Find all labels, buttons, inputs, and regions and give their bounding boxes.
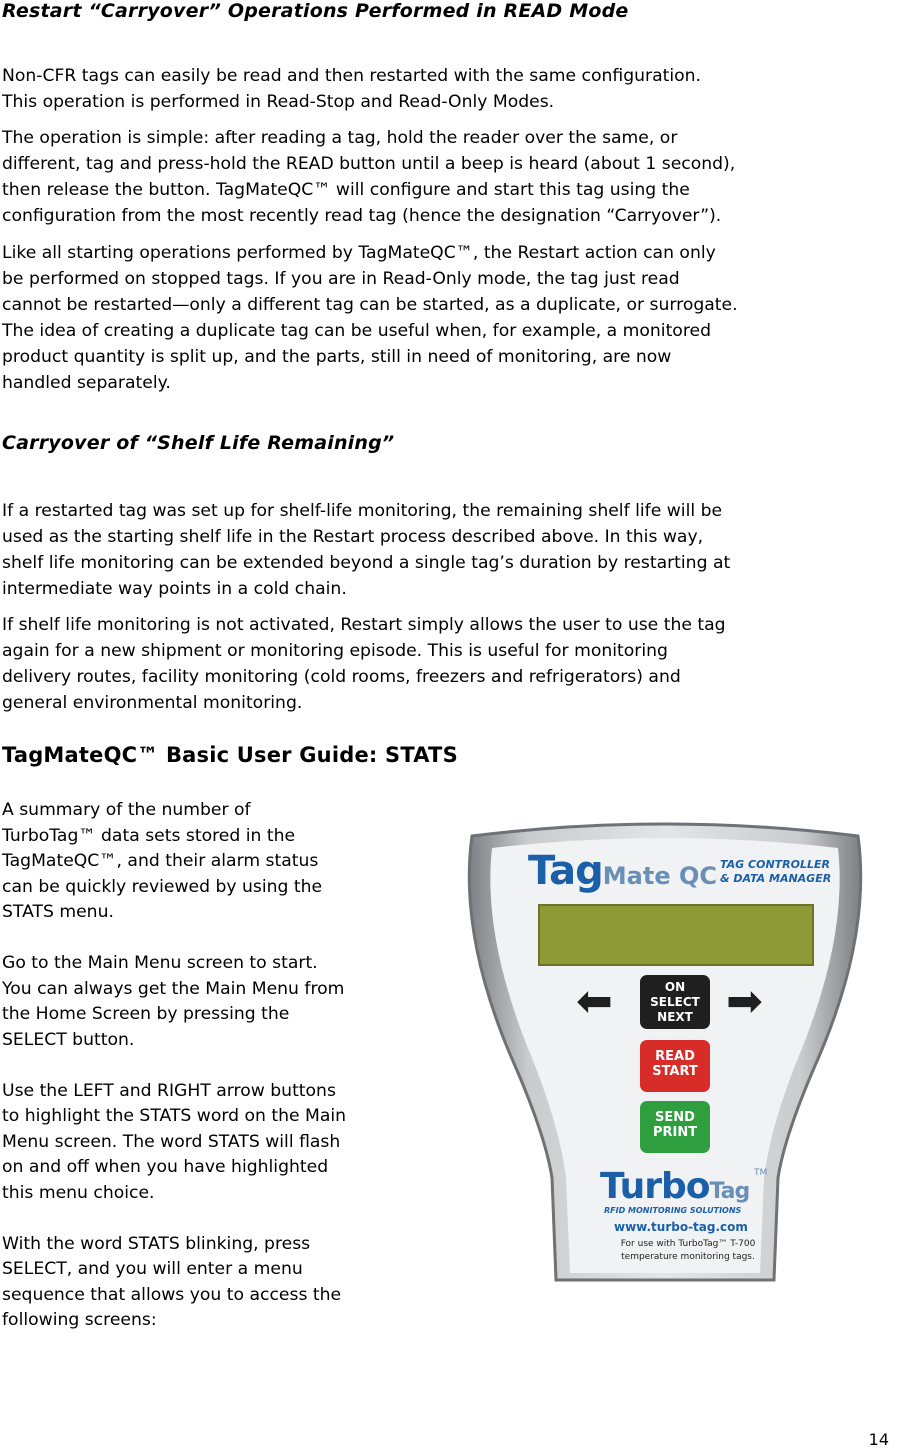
- lcd-line-1: [546, 965, 812, 966]
- section-heading-shelf-life: Carryover of “Shelf Life Remaining”: [2, 432, 395, 454]
- select-button[interactable]: ON SELECT NEXT: [640, 975, 710, 1029]
- device-usage-note: For use with TurboTag™ T-700 temperature monitoring tags.: [620, 1239, 756, 1262]
- turbotag-subtitle: RFID MONITORING SOLUTIONS: [604, 1206, 742, 1215]
- stats-paragraph-arrows: Use the LEFT and RIGHT arrow buttons to highlight the STATS word on the Main Menu screen. The word STATS will flash on and off when you have highlighted this menu choice.: [2, 1080, 347, 1203]
- send-print-button[interactable]: SEND PRINT: [640, 1101, 710, 1153]
- read-start-button[interactable]: READ START: [640, 1040, 710, 1092]
- lcd-screen: [538, 904, 814, 966]
- stats-paragraph-main-menu: Go to the Main Menu screen to start. You can always get the Main Menu from the Home Screen by pressing the SELECT button.: [2, 953, 345, 1050]
- stats-paragraph-summary: A summary of the number of TurboTag™ data sets stored in the TagMateQC™, and their alarm status can be quickly reviewed by using the STATS menu.: [2, 800, 323, 922]
- paragraph-shelf-life: If a restarted tag was set up for shelf-life monitoring, the remaining shelf life will be used as the starting shelf life in the Restart process described above. In this way, shelf life monitoring can be extended beyond a single tag’s duration by restarting at intermediate way points in a cold chain.: [2, 501, 731, 599]
- right-arrow-button[interactable]: ➡: [726, 976, 763, 1027]
- paragraph-not-activated: If shelf life monitoring is not activated, Restart simply allows the user to use the tag again for a new shipment or monitoring episode. This is useful for monitoring delivery routes, facility monitoring (cold rooms, freezers and refrigerators) and general environmental monitoring.: [2, 615, 726, 713]
- tagmate-brand-logo: TagMate QC: [528, 848, 717, 894]
- tagmate-device-image: [458, 818, 872, 1286]
- section-heading-restart: Restart “Carryover” Operations Performed in READ Mode: [2, 0, 629, 22]
- page-number: 14: [868, 1430, 889, 1449]
- turbotag-logo: TurboTag: [600, 1166, 750, 1207]
- paragraph-operation: The operation is simple: after reading a tag, hold the reader over the same, or different, tag and press-hold the READ button until a beep is heard (about 1 second), then release the button. TagMateQC™ will configure and start this tag using the configuration from the most recently read tag (hence the designation “Carryover”).: [2, 128, 736, 226]
- left-arrow-button[interactable]: ⬅: [576, 976, 613, 1027]
- device-tagline: TAG CONTROLLER & DATA MANAGER: [720, 858, 832, 885]
- stats-paragraph-blinking: With the word STATS blinking, press SELECT, and you will enter a menu sequence that allows you to access the following screens:: [2, 1233, 342, 1330]
- section-heading-stats: TagMateQC™ Basic User Guide: STATS: [2, 743, 458, 767]
- stats-instructions: [2, 798, 432, 1359]
- turbotag-trademark: TM: [754, 1168, 768, 1178]
- paragraph-intro: Non-CFR tags can easily be read and then restarted with the same configuration. This operation is performed in Read-Stop and Read-Only Modes.: [2, 66, 702, 112]
- paragraph-starting-operations: Like all starting operations performed by TagMateQC™, the Restart action can only be performed on stopped tags. If you are in Read-Only mode, the tag just read cannot be restarted—only a different tag can be started, as a duplicate, or surrogate. The idea of creating a duplicate tag can be useful when, for example, a monitored product quantity is split up, and the parts, still in need of monitoring, are now handled separately.: [2, 243, 738, 393]
- device-url: www.turbo-tag.com: [614, 1220, 748, 1234]
